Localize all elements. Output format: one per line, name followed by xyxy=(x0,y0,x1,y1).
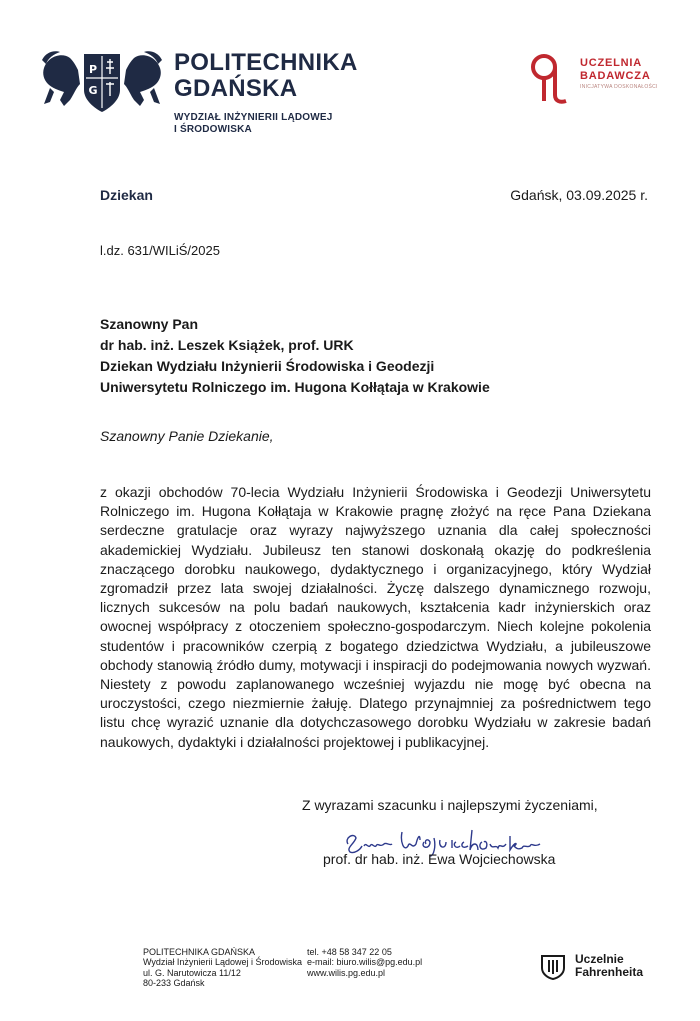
badge-text-line2: BADAWCZA xyxy=(580,70,651,82)
document-reference: l.dz. 631/WILiŚ/2025 xyxy=(100,243,220,258)
faculty-name-line2: I ŚRODOWISKA xyxy=(174,124,252,135)
footer-website[interactable]: www.wilis.pg.edu.pl xyxy=(307,967,386,978)
fahrenheit-label-line1: Uczelnie xyxy=(575,952,624,966)
footer-address-line3: ul. G. Narutowicza 11/12 xyxy=(143,967,241,978)
pg-crest-logo xyxy=(40,44,164,114)
addressee-line4: Uniwersytetu Rolniczego im. Hugona Kołłątaja w Krakowie xyxy=(100,379,490,395)
svg-text:G: G xyxy=(88,84,98,97)
footer-address-line2: Wydział Inżynierii Lądowej i Środowiska xyxy=(143,957,302,968)
addressee-line1: Szanowny Pan xyxy=(100,316,199,332)
closing-phrase: Z wyrazami szacunku i najlepszymi życzeniami, xyxy=(302,797,598,813)
badge-text-line1: UCZELNIA xyxy=(580,57,643,69)
footer-address-line4: 80-233 Gdańsk xyxy=(143,978,205,989)
addressee-line3: Dziekan Wydziału Inżynierii Środowiska i Geodezji xyxy=(100,358,435,374)
footer-address-line1: POLITECHNIKA GDAŃSKA xyxy=(143,947,256,957)
university-name-line1: POLITECHNIKA xyxy=(174,49,358,76)
place-date: Gdańsk, 03.09.2025 r. xyxy=(510,187,648,203)
svg-text:P: P xyxy=(88,63,98,76)
fahrenheit-label-line2: Fahrenheita xyxy=(575,965,644,979)
footer-phone: tel. +48 58 347 22 05 xyxy=(307,947,392,957)
footer-contact xyxy=(307,947,422,978)
addressee-line2: dr hab. inż. Leszek Książek, prof. URK xyxy=(100,337,354,353)
sender-role: Dziekan xyxy=(100,187,153,203)
university-name-line2: GDAŃSKA xyxy=(174,75,298,102)
footer-address xyxy=(143,947,302,989)
salutation: Szanowny Panie Dziekanie, xyxy=(100,428,274,444)
research-university-logo xyxy=(528,51,574,105)
badge-text-line3: INICJATYWA DOSKONAŁOŚCI xyxy=(580,84,658,90)
faculty-name-line1: WYDZIAŁ INŻYNIERII LĄDOWEJ xyxy=(174,112,333,123)
signer-name: prof. dr hab. inż. Ewa Wojciechowska xyxy=(323,851,556,867)
letter-body: z okazji obchodów 70-lecia Wydziału Inżynierii Środowiska i Geodezji Uniwersytetu Rolniczego im. Hugona Kołłątaja w Krakowie pragnę złożyć na ręce Pana Dziekana serdeczne gratulacje oraz wyrazy najwyższego uznania dla całej społeczności akademickiej Wydziału. Jubileusz ten stanowi doskonałą okazję do podkreślenia znaczącego dorobku naukowego, dydaktycznego i organizacyjnego, który Wydział zgromadził przez lata swojej działalności. Życzę dalszego dynamicznego rozwoju, licznych sukcesów na polu badań naukowych, kształcenia kadr inżynierskich oraz owocnej współpracy z otoczeniem społeczno-gospodarczym. Niech kolejne pokolenia studentów i pracowników czerpią z bogatego dziedzictwa Wydziału, a jubileuszowe obchody stanowią źródło dumy, motywacji i inspiracji do podejmowania nowych wyzwań. Niestety z powodu zaplanowanego wcześniej wyjazdu nie mogę być obecna na uroczystości, czego niezmiernie żałuję. Dlatego przynajmniej za pośrednictwem tego listu chcę wyrazić uznanie dla dotychczasowego dorobku Wydziału w zakresie badań naukowych, dydaktyki i działalności projektowej i publikacyjnej. xyxy=(100,484,651,750)
fahrenheit-universities-icon xyxy=(540,952,566,980)
footer-email[interactable]: e-mail: biuro.wilis@pg.edu.pl xyxy=(307,957,423,968)
